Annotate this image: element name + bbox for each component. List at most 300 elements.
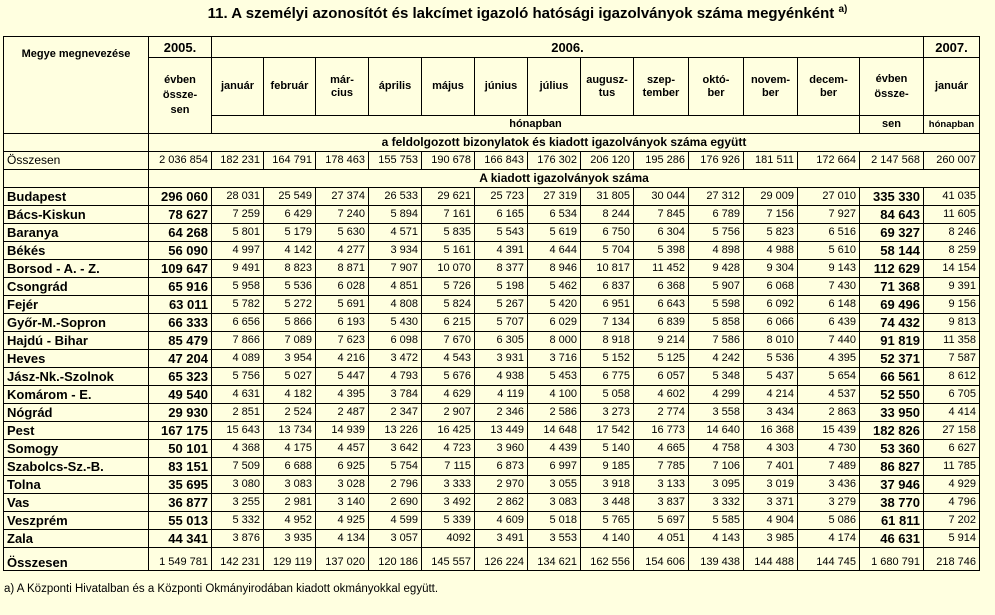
table-row xyxy=(4,422,980,440)
data-cell: 9 143 xyxy=(798,260,860,278)
data-cell: 6 997 xyxy=(528,458,581,476)
issued-total-cell: 218 746 xyxy=(924,548,980,571)
data-cell: 6 098 xyxy=(369,332,422,350)
data-cell: 5 267 xyxy=(475,296,528,314)
data-cell: 3 434 xyxy=(744,404,798,422)
data-cell: 4 143 xyxy=(689,530,744,548)
data-cell: 4 537 xyxy=(798,386,860,404)
data-cell: 4 175 xyxy=(264,440,316,458)
data-cell: 109 647 xyxy=(149,260,212,278)
processed-total-cell: 155 753 xyxy=(369,152,422,170)
data-cell: 4 758 xyxy=(689,440,744,458)
data-cell: 5 125 xyxy=(634,350,689,368)
data-cell: 52 371 xyxy=(860,350,924,368)
table-row xyxy=(4,242,980,260)
data-cell: 3 028 xyxy=(316,476,369,494)
data-cell: 37 946 xyxy=(860,476,924,494)
data-cell: 8 244 xyxy=(581,206,634,224)
data-cell: 26 533 xyxy=(369,188,422,206)
data-cell: 4 100 xyxy=(528,386,581,404)
annual-total-2006-header-suffix: sen xyxy=(860,116,924,134)
data-cell: 2 863 xyxy=(798,404,860,422)
data-cell: 4 796 xyxy=(924,494,980,512)
data-cell: 3 057 xyxy=(369,530,422,548)
data-cell: 16 773 xyxy=(634,422,689,440)
data-cell: 8 246 xyxy=(924,224,980,242)
data-cell: 5 453 xyxy=(528,368,581,386)
data-cell: 8 000 xyxy=(528,332,581,350)
data-cell: 5 462 xyxy=(528,278,581,296)
county-name: Baranya xyxy=(4,224,149,242)
data-cell: 3 931 xyxy=(475,350,528,368)
annual-total-2006-header: évben össze- xyxy=(860,58,924,116)
data-cell: 4 631 xyxy=(212,386,264,404)
data-cell: 5 697 xyxy=(634,512,689,530)
data-cell: 85 479 xyxy=(149,332,212,350)
county-name: Komárom - E. xyxy=(4,386,149,404)
data-cell: 8 612 xyxy=(924,368,980,386)
data-cell: 3 095 xyxy=(689,476,744,494)
data-cell: 7 927 xyxy=(798,206,860,224)
data-cell: 65 323 xyxy=(149,368,212,386)
data-cell: 5 179 xyxy=(264,224,316,242)
data-cell: 5 420 xyxy=(528,296,581,314)
spacer-cell xyxy=(4,170,149,188)
data-cell: 5 339 xyxy=(422,512,475,530)
data-cell: 3 436 xyxy=(798,476,860,494)
data-cell: 27 010 xyxy=(798,188,860,206)
data-cell: 6 534 xyxy=(528,206,581,224)
table-row xyxy=(4,494,980,512)
table-row xyxy=(4,458,980,476)
year-2005-header: 2005. xyxy=(149,37,212,58)
data-cell: 6 028 xyxy=(316,278,369,296)
data-cell: 2 851 xyxy=(212,404,264,422)
table-row xyxy=(4,512,980,530)
data-cell: 9 428 xyxy=(689,260,744,278)
data-cell: 91 819 xyxy=(860,332,924,350)
data-cell: 6 305 xyxy=(475,332,528,350)
data-cell: 7 106 xyxy=(689,458,744,476)
year-2006-header: 2006. xyxy=(212,37,924,58)
year-2007-header: 2007. xyxy=(924,37,980,58)
data-cell: 5 704 xyxy=(581,242,634,260)
data-cell: 11 605 xyxy=(924,206,980,224)
county-name: Nógrád xyxy=(4,404,149,422)
data-cell: 11 452 xyxy=(634,260,689,278)
data-cell: 4 457 xyxy=(316,440,369,458)
header-row-years xyxy=(4,37,980,58)
data-cell: 2 524 xyxy=(264,404,316,422)
data-cell: 3 558 xyxy=(689,404,744,422)
data-cell: 36 877 xyxy=(149,494,212,512)
data-cell: 6 304 xyxy=(634,224,689,242)
issued-total-cell: 126 224 xyxy=(475,548,528,571)
data-cell: 5 835 xyxy=(422,224,475,242)
county-name: Veszprém xyxy=(4,512,149,530)
table-row xyxy=(4,440,980,458)
processed-total-cell: 182 231 xyxy=(212,152,264,170)
data-cell: 5 858 xyxy=(689,314,744,332)
data-cell: 6 705 xyxy=(924,386,980,404)
data-cell: 5 676 xyxy=(422,368,475,386)
data-cell: 47 204 xyxy=(149,350,212,368)
data-cell: 2 690 xyxy=(369,494,422,512)
data-cell: 25 549 xyxy=(264,188,316,206)
table-row xyxy=(4,368,980,386)
data-cell: 2 907 xyxy=(422,404,475,422)
data-cell: 5 801 xyxy=(212,224,264,242)
data-cell: 4 395 xyxy=(316,386,369,404)
processed-section-label: a feldolgozott bizonylatok és kiadott igazolványok száma együtt xyxy=(149,134,980,152)
data-cell: 4 277 xyxy=(316,242,369,260)
header-row-months xyxy=(4,58,980,116)
data-cell: 5 161 xyxy=(422,242,475,260)
data-cell: 3 083 xyxy=(528,494,581,512)
monthly-label: hónapban xyxy=(212,116,860,134)
data-cell: 2 862 xyxy=(475,494,528,512)
data-cell: 16 425 xyxy=(422,422,475,440)
county-name: Borsod - A. - Z. xyxy=(4,260,149,278)
data-cell: 6 873 xyxy=(475,458,528,476)
data-cell: 8 823 xyxy=(264,260,316,278)
data-cell: 7 430 xyxy=(798,278,860,296)
data-cell: 66 333 xyxy=(149,314,212,332)
data-cell: 49 540 xyxy=(149,386,212,404)
data-cell: 4092 xyxy=(422,530,475,548)
title-text: 11. A személyi azonosítót és lakcímet igazoló hatósági igazolványok száma megyénként xyxy=(207,5,835,22)
data-cell: 38 770 xyxy=(860,494,924,512)
data-cell: 6 029 xyxy=(528,314,581,332)
data-cell: 5 782 xyxy=(212,296,264,314)
data-cell: 7 401 xyxy=(744,458,798,476)
data-cell: 5 447 xyxy=(316,368,369,386)
data-cell: 5 437 xyxy=(744,368,798,386)
data-cell: 6 068 xyxy=(744,278,798,296)
processed-total-cell: 195 286 xyxy=(634,152,689,170)
data-cell: 27 158 xyxy=(924,422,980,440)
data-cell: 6 516 xyxy=(798,224,860,242)
data-cell: 6 066 xyxy=(744,314,798,332)
data-cell: 5 824 xyxy=(422,296,475,314)
county-name: Zala xyxy=(4,530,149,548)
data-cell: 8 871 xyxy=(316,260,369,278)
data-cell: 7 156 xyxy=(744,206,798,224)
data-cell: 4 808 xyxy=(369,296,422,314)
data-cell: 6 789 xyxy=(689,206,744,224)
table-row xyxy=(4,224,980,242)
data-cell: 7 845 xyxy=(634,206,689,224)
data-cell: 3 784 xyxy=(369,386,422,404)
table-row xyxy=(4,278,980,296)
data-cell: 71 368 xyxy=(860,278,924,296)
data-cell: 53 360 xyxy=(860,440,924,458)
data-cell: 3 553 xyxy=(528,530,581,548)
data-cell: 5 198 xyxy=(475,278,528,296)
data-cell: 27 312 xyxy=(689,188,744,206)
data-cell: 5 018 xyxy=(528,512,581,530)
data-cell: 5 707 xyxy=(475,314,528,332)
data-cell: 3 985 xyxy=(744,530,798,548)
issued-total-cell: 154 606 xyxy=(634,548,689,571)
data-cell: 5 894 xyxy=(369,206,422,224)
data-cell: 5 654 xyxy=(798,368,860,386)
data-cell: 3 019 xyxy=(744,476,798,494)
data-cell: 3 935 xyxy=(264,530,316,548)
data-cell: 7 134 xyxy=(581,314,634,332)
data-cell: 5 630 xyxy=(316,224,369,242)
data-cell: 4 938 xyxy=(475,368,528,386)
data-cell: 2 981 xyxy=(264,494,316,512)
data-cell: 5 907 xyxy=(689,278,744,296)
data-cell: 35 695 xyxy=(149,476,212,494)
table-row xyxy=(4,404,980,422)
data-cell: 5 332 xyxy=(212,512,264,530)
county-name: Somogy xyxy=(4,440,149,458)
data-cell: 4 414 xyxy=(924,404,980,422)
data-cell: 4 142 xyxy=(264,242,316,260)
issued-total-cell: 134 621 xyxy=(528,548,581,571)
data-cell: 3 472 xyxy=(369,350,422,368)
page-title xyxy=(0,4,995,22)
data-cell: 7 586 xyxy=(689,332,744,350)
month-header-szeptember: szep- tember xyxy=(634,58,689,116)
data-cell: 63 011 xyxy=(149,296,212,314)
annual-total-2005-header: évben össze- sen xyxy=(149,58,212,134)
county-name: Budapest xyxy=(4,188,149,206)
data-cell: 4 051 xyxy=(634,530,689,548)
data-cell: 6 092 xyxy=(744,296,798,314)
data-cell: 5 152 xyxy=(581,350,634,368)
data-cell: 4 543 xyxy=(422,350,475,368)
month-header-december: decem- ber xyxy=(798,58,860,116)
data-cell: 27 319 xyxy=(528,188,581,206)
data-cell: 11 785 xyxy=(924,458,980,476)
data-cell: 6 627 xyxy=(924,440,980,458)
data-cell: 6 951 xyxy=(581,296,634,314)
data-cell: 3 133 xyxy=(634,476,689,494)
month-header-jan-2007: január xyxy=(924,58,980,116)
data-cell: 9 304 xyxy=(744,260,798,278)
data-cell: 5 619 xyxy=(528,224,581,242)
issued-total-cell: 120 186 xyxy=(369,548,422,571)
processed-section-row xyxy=(4,134,980,152)
county-name: Tolna xyxy=(4,476,149,494)
data-cell: 3 876 xyxy=(212,530,264,548)
data-cell: 7 509 xyxy=(212,458,264,476)
table-row xyxy=(4,314,980,332)
data-cell: 86 827 xyxy=(860,458,924,476)
month-header-november: novem- ber xyxy=(744,58,798,116)
data-cell: 6 839 xyxy=(634,314,689,332)
data-cell: 74 432 xyxy=(860,314,924,332)
county-name: Bács-Kiskun xyxy=(4,206,149,224)
data-cell: 4 665 xyxy=(634,440,689,458)
data-cell: 2 347 xyxy=(369,404,422,422)
spacer-cell xyxy=(4,134,149,152)
footnote: a) A Központi Hivatalban és a Központi Okmányirodában kiadott okmányokkal együtt. xyxy=(4,583,439,595)
issued-total-cell: 145 557 xyxy=(422,548,475,571)
data-cell: 3 055 xyxy=(528,476,581,494)
data-cell: 4 391 xyxy=(475,242,528,260)
data-cell: 5 756 xyxy=(689,224,744,242)
data-cell: 4 214 xyxy=(744,386,798,404)
data-cell: 9 156 xyxy=(924,296,980,314)
issued-total-cell: 139 438 xyxy=(689,548,744,571)
issued-total-cell: 162 556 xyxy=(581,548,634,571)
statistics-table-wrapper xyxy=(3,36,980,571)
data-cell: 3 492 xyxy=(422,494,475,512)
data-cell: 335 330 xyxy=(860,188,924,206)
processed-total-cell: 190 678 xyxy=(422,152,475,170)
data-cell: 167 175 xyxy=(149,422,212,440)
issued-total-label: Összesen xyxy=(4,548,149,571)
data-cell: 2 346 xyxy=(475,404,528,422)
data-cell: 7 785 xyxy=(634,458,689,476)
issued-total-cell: 142 231 xyxy=(212,548,264,571)
data-cell: 5 430 xyxy=(369,314,422,332)
data-cell: 4 216 xyxy=(316,350,369,368)
processed-total-cell: 206 120 xyxy=(581,152,634,170)
data-cell: 7 240 xyxy=(316,206,369,224)
data-cell: 6 439 xyxy=(798,314,860,332)
issued-total-cell: 1 549 781 xyxy=(149,548,212,571)
data-cell: 6 368 xyxy=(634,278,689,296)
county-name: Csongrád xyxy=(4,278,149,296)
data-cell: 56 090 xyxy=(149,242,212,260)
table-row xyxy=(4,350,980,368)
data-cell: 3 491 xyxy=(475,530,528,548)
data-cell: 3 960 xyxy=(475,440,528,458)
issued-total-cell: 144 745 xyxy=(798,548,860,571)
data-cell: 4 242 xyxy=(689,350,744,368)
data-cell: 6 925 xyxy=(316,458,369,476)
data-cell: 4 303 xyxy=(744,440,798,458)
data-cell: 10 070 xyxy=(422,260,475,278)
table-row xyxy=(4,260,980,278)
processed-total-row xyxy=(4,152,980,170)
data-cell: 84 643 xyxy=(860,206,924,224)
data-cell: 2 774 xyxy=(634,404,689,422)
data-cell: 5 140 xyxy=(581,440,634,458)
data-cell: 4 629 xyxy=(422,386,475,404)
title-footnote-marker: a) xyxy=(838,4,848,15)
data-cell: 8 259 xyxy=(924,242,980,260)
data-cell: 2 586 xyxy=(528,404,581,422)
data-cell: 4 599 xyxy=(369,512,422,530)
month-header-június: június xyxy=(475,58,528,116)
data-cell: 3 837 xyxy=(634,494,689,512)
data-cell: 6 429 xyxy=(264,206,316,224)
processed-total-cell: 181 511 xyxy=(744,152,798,170)
data-cell: 29 930 xyxy=(149,404,212,422)
data-cell: 5 086 xyxy=(798,512,860,530)
data-cell: 4 089 xyxy=(212,350,264,368)
data-cell: 5 756 xyxy=(212,368,264,386)
data-cell: 7 866 xyxy=(212,332,264,350)
table-row xyxy=(4,386,980,404)
data-cell: 9 391 xyxy=(924,278,980,296)
data-cell: 4 952 xyxy=(264,512,316,530)
data-cell: 6 775 xyxy=(581,368,634,386)
data-cell: 6 148 xyxy=(798,296,860,314)
data-cell: 6 193 xyxy=(316,314,369,332)
data-cell: 4 997 xyxy=(212,242,264,260)
data-cell: 7 259 xyxy=(212,206,264,224)
data-cell: 5 348 xyxy=(689,368,744,386)
data-cell: 2 796 xyxy=(369,476,422,494)
table-row xyxy=(4,476,980,494)
data-cell: 6 837 xyxy=(581,278,634,296)
data-cell: 16 368 xyxy=(744,422,798,440)
data-cell: 3 716 xyxy=(528,350,581,368)
data-cell: 58 144 xyxy=(860,242,924,260)
data-cell: 7 089 xyxy=(264,332,316,350)
data-cell: 3 918 xyxy=(581,476,634,494)
data-cell: 7 623 xyxy=(316,332,369,350)
statistics-table xyxy=(3,36,980,571)
month-header-március: már- cius xyxy=(316,58,369,116)
processed-total-cell: 166 843 xyxy=(475,152,528,170)
data-cell: 4 134 xyxy=(316,530,369,548)
data-cell: 3 080 xyxy=(212,476,264,494)
data-cell: 13 226 xyxy=(369,422,422,440)
data-cell: 4 368 xyxy=(212,440,264,458)
data-cell: 7 587 xyxy=(924,350,980,368)
data-cell: 15 439 xyxy=(798,422,860,440)
processed-total-cell: 176 926 xyxy=(689,152,744,170)
data-cell: 4 299 xyxy=(689,386,744,404)
data-cell: 4 439 xyxy=(528,440,581,458)
data-cell: 41 035 xyxy=(924,188,980,206)
data-cell: 69 496 xyxy=(860,296,924,314)
data-cell: 14 648 xyxy=(528,422,581,440)
data-cell: 2 970 xyxy=(475,476,528,494)
data-cell: 8 010 xyxy=(744,332,798,350)
data-cell: 44 341 xyxy=(149,530,212,548)
monthly-label-2007: hónapban xyxy=(924,116,980,134)
data-cell: 5 691 xyxy=(316,296,369,314)
data-cell: 3 083 xyxy=(264,476,316,494)
data-cell: 4 898 xyxy=(689,242,744,260)
data-cell: 9 491 xyxy=(212,260,264,278)
processed-total-cell: 260 007 xyxy=(924,152,980,170)
data-cell: 78 627 xyxy=(149,206,212,224)
data-cell: 4 644 xyxy=(528,242,581,260)
data-cell: 15 643 xyxy=(212,422,264,440)
data-cell: 7 161 xyxy=(422,206,475,224)
data-cell: 3 333 xyxy=(422,476,475,494)
issued-section-label: A kiadott igazolványok száma xyxy=(149,170,980,188)
data-cell: 7 670 xyxy=(422,332,475,350)
data-cell: 4 182 xyxy=(264,386,316,404)
processed-total-cell: 172 664 xyxy=(798,152,860,170)
data-cell: 4 609 xyxy=(475,512,528,530)
issued-total-cell: 144 488 xyxy=(744,548,798,571)
data-cell: 3 954 xyxy=(264,350,316,368)
data-cell: 66 561 xyxy=(860,368,924,386)
county-name: Győr-M.-Sopron xyxy=(4,314,149,332)
data-cell: 5 914 xyxy=(924,530,980,548)
data-cell: 3 642 xyxy=(369,440,422,458)
processed-total-cell: 2 036 854 xyxy=(149,152,212,170)
data-cell: 4 925 xyxy=(316,512,369,530)
data-cell: 31 805 xyxy=(581,188,634,206)
data-cell: 5 027 xyxy=(264,368,316,386)
table-row xyxy=(4,332,980,350)
month-header-január: január xyxy=(212,58,264,116)
processed-total-cell: 178 463 xyxy=(316,152,369,170)
